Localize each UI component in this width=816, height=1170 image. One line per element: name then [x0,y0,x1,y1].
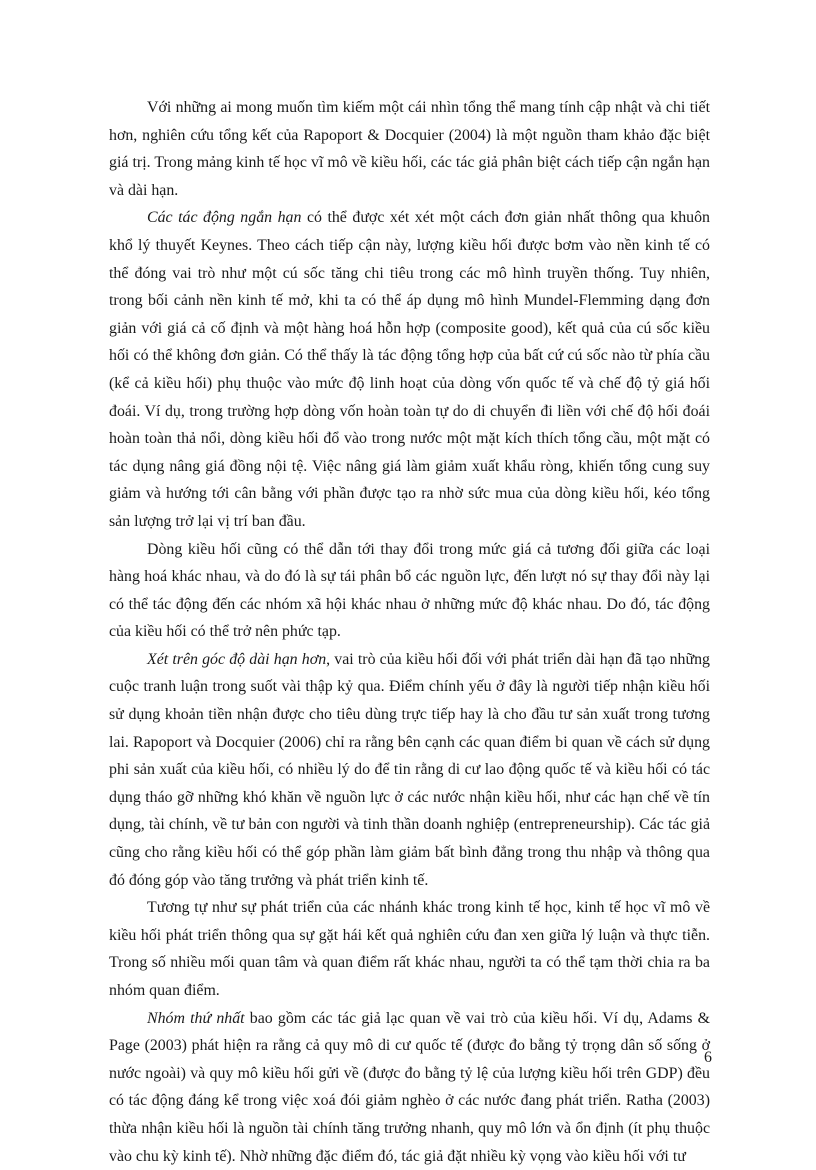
paragraph-2-text: có thể được xét xét một cách đơn giản nhất thông qua khuôn khổ lý thuyết Keynes. Theo cách tiếp cận này, lượng kiều hối được bơm vào nền kinh tế có thể đóng vai trò như một cú sốc tăng chi tiêu trong các mô hình truyền thống. Tuy nhiên, trong bối cảnh nền kinh tế mở, khi ta có thể áp dụng mô hình Mundel-Flemming dạng đơn giản với giá cả cố định và một hàng hoá hỗn hợp (composite good), kết quả của cú sốc kiều hối có thể không đơn giản. Có thể thấy là tác động tổng hợp của bất cứ cú sốc nào từ phía cầu (kể cả kiều hối) phụ thuộc vào mức độ linh hoạt của dòng vốn quốc tế và chế độ tỷ giá hối đoái. Ví dụ, trong trường hợp dòng vốn hoàn toàn tự do di chuyển đi liền với chế độ hối đoái hoàn toàn thả nổi, dòng kiều hối đổ vào trong nước một mặt kích thích tổng cầu, một mặt có tác dụng nâng giá đồng nội tệ. Việc nâng giá làm giảm xuất khẩu ròng, khiến tổng cung suy giảm và hướng tới cân bằng với phần được tạo ra nhờ sức mua của dòng kiều hối, kéo tổng sản lượng trở lại vị trí ban đầu. [109,209,710,530]
paragraph-6-lead: Nhóm thứ nhất [147,1009,245,1027]
paragraph-6-text: bao gồm các tác giả lạc quan về vai trò của kiều hối. Ví dụ, Adams & Page (2003) phát hiện ra rằng cả quy mô di cư quốc tế (được đo bằng tỷ trọng dân số sống ở nước ngoài) và quy mô kiều hối gửi về (được đo bằng tỷ lệ của lượng kiều hối trên GDP) đều có tác động đáng kể trong việc xoá đói giảm nghèo ở các nước đang phát triển. Ratha (2003) thừa nhận kiều hối là nguồn tài chính tăng trưởng nhanh, quy mô lớn và ổn định (ít phụ thuộc vào chu kỳ kinh tế). Nhờ những đặc điểm đó, tác giả đặt nhiều kỳ vọng vào kiều hối với tư [109,1009,710,1165]
paragraph-1-text: Với những ai mong muốn tìm kiếm một cái nhìn tổng thể mang tính cập nhật và chi tiết hơn, nghiên cứu tổng kết của Rapoport & Docquier (2004) là một nguồn tham khảo đặc biệt giá trị. Trong mảng kinh tế học vĩ mô về kiều hối, các tác giả phân biệt cách tiếp cận ngắn hạn và dài hạn. [109,99,710,199]
paragraph-4-text: , vai trò của kiều hối đối với phát triển dài hạn đã tạo những cuộc tranh luận trong suốt vài thập kỷ qua. Điểm chính yếu ở đây là người tiếp nhận kiều hối sử dụng khoản tiền nhận được cho tiêu dùng trực tiếp hay là cho đầu tư sản xuất trong tương lai. Rapoport và Docquier (2006) chỉ ra rằng bên cạnh các quan điểm bi quan về cách sử dụng phi sản xuất của kiều hối, có nhiều lý do để tin rằng di cư lao động quốc tế và kiều hối có tác dụng tháo gỡ những khó khăn về nguồn lực ở các nước nhận kiều hối, như các hạn chế về tín dụng, tài chính, về tư bản con người và tinh thần doanh nghiệp (entrepreneurship). Các tác giả cũng cho rằng kiều hối có thể góp phần làm giảm bất bình đẳng trong thu nhập và thông qua đó đóng góp vào tăng trưởng và phát triển kinh tế. [109,650,710,889]
paragraph-2 [109,204,710,535]
paragraph-2-lead: Các tác động ngắn hạn [147,209,302,227]
paragraph-3-text: Dòng kiều hối cũng có thể dẫn tới thay đổi trong mức giá cả tương đối giữa các loại hàng hoá khác nhau, và do đó là sự tái phân bổ các nguồn lực, đến lượt nó sự thay đổi này lại có thể tác động đến các nhóm xã hội khác nhau ở những mức độ khác nhau. Do đó, tác động của kiều hối có thể trở nên phức tạp. [109,540,710,641]
page-number: 6 [704,1049,712,1066]
paragraph-3 [109,536,710,646]
paragraph-4-lead: Xét trên góc độ dài hạn hơn [147,650,327,668]
paragraph-1 [109,94,710,204]
paragraph-5-text: Tương tự như sự phát triển của các nhánh khác trong kinh tế học, kinh tế học vĩ mô về kiều hối phát triển thông qua sự gặt hái kết quả nghiên cứu đan xen giữa lý luận và thực tiễn. Trong số nhiều mối quan tâm và quan điểm rất khác nhau, người ta có thể tạm thời chia ra ba nhóm quan điểm. [109,899,710,999]
paragraph-5 [109,894,710,1004]
paragraph-4 [109,646,710,894]
body-text [109,94,710,1170]
paragraph-6 [109,1005,710,1170]
